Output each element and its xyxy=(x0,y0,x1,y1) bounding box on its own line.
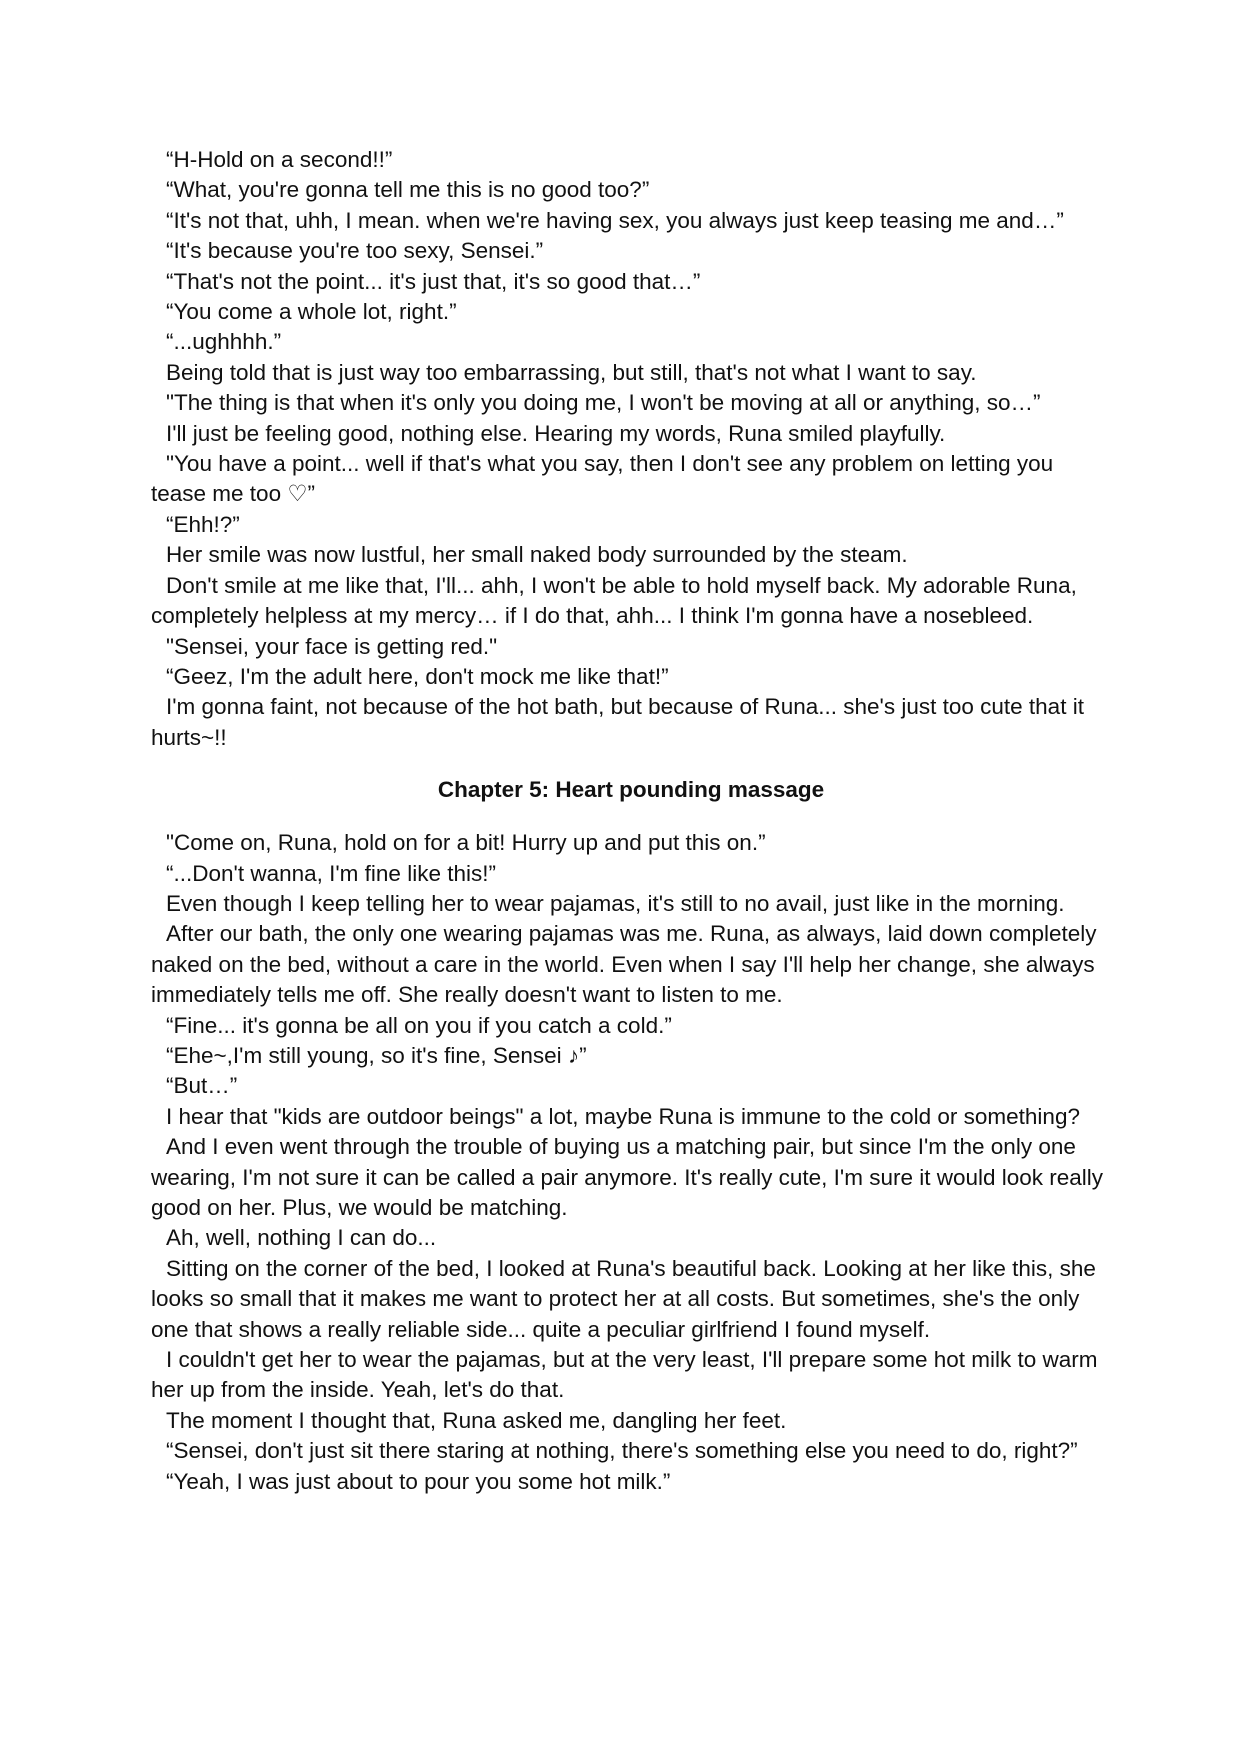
paragraph: “Geez, I'm the adult here, don't mock me like that!” xyxy=(166,663,669,689)
paragraph: "The thing is that when it's only you doing me, I won't be moving at all or anything, so…” xyxy=(166,390,1041,416)
paragraph: “But…” xyxy=(166,1073,238,1099)
paragraph: “You come a whole lot, right.” xyxy=(166,299,457,325)
paragraph: “...Don't wanna, I'm fine like this!” xyxy=(166,860,496,886)
paragraph: “Sensei, don't just sit there staring at nothing, there's something else you need to do, right?” xyxy=(166,1438,1078,1464)
paragraph: Sitting on the corner of the bed, I looked at Runa's beautiful back. Looking at her like this, she looks so small that it makes me want to protect her at all costs. But sometimes, she's the only one that shows a really reliable side... quite a peculiar girlfriend I found myself. xyxy=(151,1255,1096,1342)
paragraph: “What, you're gonna tell me this is no good too?” xyxy=(166,177,650,203)
paragraph: And I even went through the trouble of buying us a matching pair, but since I'm the only one wearing, I'm not sure it can be called a pair anymore. It's really cute, I'm sure it would look really good on her. Plus, we would be matching. xyxy=(151,1134,1104,1220)
paragraph: I'm gonna faint, not because of the hot bath, but because of Runa... she's just too cute that it hurts~!! xyxy=(151,694,1084,750)
paragraph: "You have a point... well if that's what you say, then I don't see any problem on letting you tease me too ♡” xyxy=(151,451,1054,507)
paragraph: “Ehh!?” xyxy=(166,511,240,537)
paragraph: “It's because you're too sexy, Sensei.” xyxy=(166,238,544,264)
paragraph: I hear that "kids are outdoor beings" a lot, maybe Runa is immune to the cold or something? xyxy=(166,1103,1080,1129)
paragraph: After our bath, the only one wearing pajamas was me. Runa, as always, laid down completely naked on the bed, without a care in the world. Even when I say I'll help her change, she always immediately tells me off. She really doesn't want to listen to me. xyxy=(151,921,1097,1008)
paragraph: “...ughhhh.” xyxy=(166,329,282,355)
paragraph: Even though I keep telling her to wear pajamas, it's still to no avail, just like in the morning. xyxy=(166,890,1065,916)
paragraph: “It's not that, uhh, I mean. when we're having sex, you always just keep teasing me and…” xyxy=(166,207,1064,233)
chapter-title: Chapter 5: Heart pounding massage xyxy=(437,777,825,803)
paragraph: Being told that is just way too embarrassing, but still, that's not what I want to say. xyxy=(166,359,977,385)
section-2 xyxy=(151,828,1111,1497)
document-page xyxy=(151,145,1111,1497)
paragraph: “Fine... it's gonna be all on you if you catch a cold.” xyxy=(166,1012,672,1038)
paragraph: The moment I thought that, Runa asked me, dangling her feet. xyxy=(166,1407,787,1433)
paragraph: “H-Hold on a second!!” xyxy=(166,147,393,172)
paragraph: “Yeah, I was just about to pour you some hot milk.” xyxy=(166,1468,671,1494)
paragraph: Her smile was now lustful, her small naked body surrounded by the steam. xyxy=(166,542,908,568)
paragraph: “That's not the point... it's just that, it's so good that…” xyxy=(166,268,701,294)
paragraph: I'll just be feeling good, nothing else. Hearing my words, Runa smiled playfully. xyxy=(166,420,946,446)
paragraph: Ah, well, nothing I can do... xyxy=(166,1225,437,1251)
section-1 xyxy=(151,145,1111,753)
paragraph: Don't smile at me like that, I'll... ahh, I won't be able to hold myself back. My adorable Runa, completely helpless at my mercy… if I do that, ahh... I think I'm gonna have a nosebleed. xyxy=(151,572,1077,629)
paragraph: "Sensei, your face is getting red." xyxy=(166,633,498,659)
paragraph: I couldn't get her to wear the pajamas, but at the very least, I'll prepare some hot milk to warm her up from the inside. Yeah, let's do that. xyxy=(151,1347,1098,1403)
paragraph: “Ehe~,I'm still young, so it's fine, Sensei ♪” xyxy=(166,1042,587,1068)
paragraph: "Come on, Runa, hold on for a bit! Hurry up and put this on.” xyxy=(166,830,766,856)
